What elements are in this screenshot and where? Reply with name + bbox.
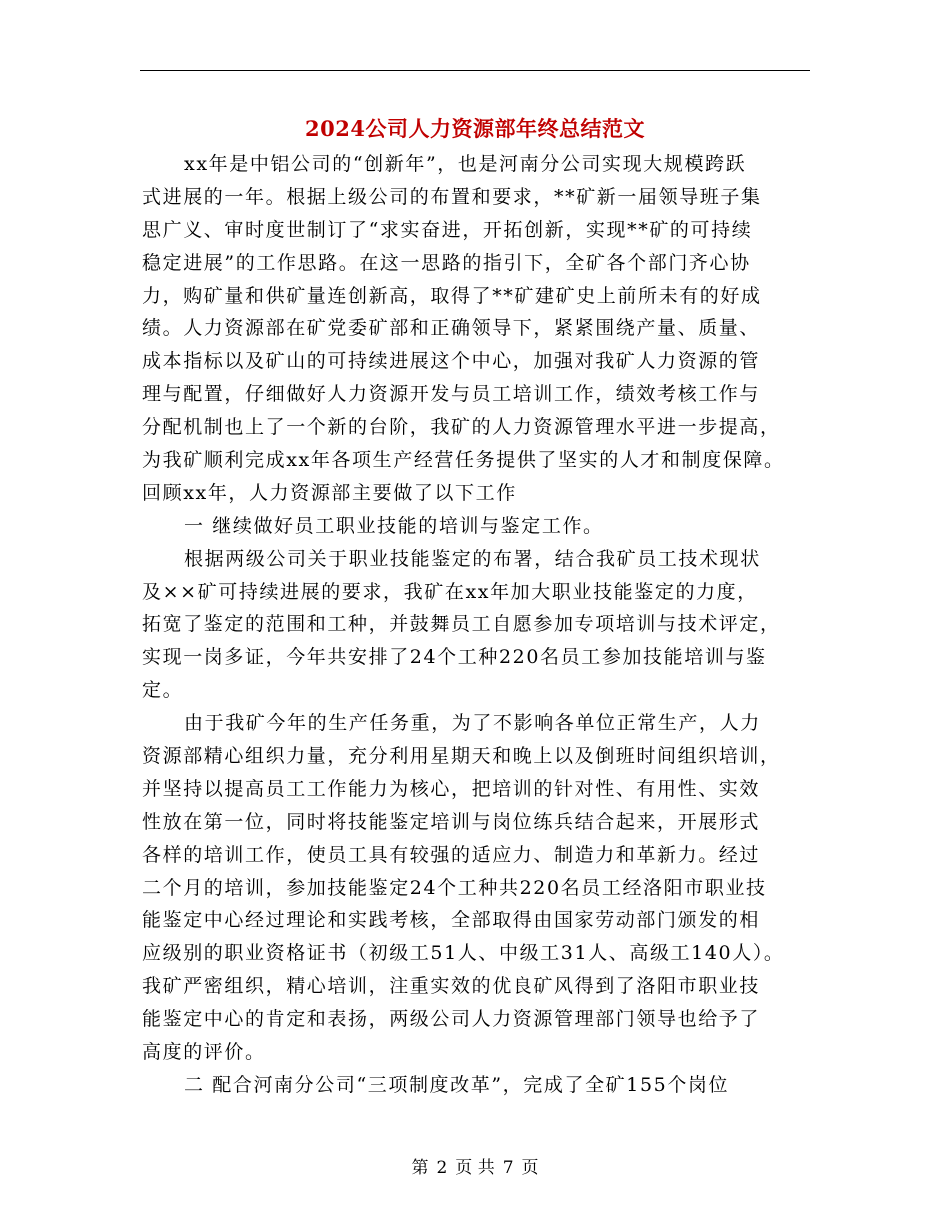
text-line: 为我矿顺利完成xx年各项生产经营任务提供了坚实的人才和制度保障。: [142, 449, 785, 472]
text-line: 回顾xx年，人力资源部主要做了以下工作: [142, 481, 517, 504]
footer-total-pages: 7: [502, 1158, 514, 1178]
text-line: 我矿严密组织，精心培训，注重实效的优良矿风得到了洛阳市职业技: [142, 975, 761, 998]
text-line: 实现一岗多证，今年共安排了24个工种220名员工参加技能培训与鉴: [142, 646, 767, 669]
text-line: 成本指标以及矿山的可持续进展这个中心，加强对我矿人力资源的管: [142, 350, 761, 373]
document-title: 2024公司人力资源部年终总结范文: [305, 116, 645, 141]
text-line: 式进展的一年。根据上级公司的布置和要求，**矿新一届领导班子集: [142, 185, 762, 208]
footer-middle: 页 共: [455, 1158, 495, 1178]
footer-page-number: 2: [436, 1158, 448, 1178]
page-footer: [0, 1153, 950, 1178]
text-line: 及××矿可持续进展的要求，我矿在xx年加大职业技能鉴定的力度，: [142, 580, 758, 603]
text-line: 能鉴定中心的肯定和表扬，两级公司人力资源管理部门领导也给予了: [142, 1008, 761, 1031]
text-line: 稳定进展”的工作思路。在这一思路的指引下，全矿各个部门齐心协: [142, 251, 751, 274]
text-line: 拓宽了鉴定的范围和工种，并鼓舞员工自愿参加专项培训与技术评定，: [142, 613, 781, 636]
footer-prefix: 第: [411, 1158, 429, 1178]
document-body: [142, 148, 832, 1102]
text-line: 二个月的培训，参加技能鉴定24个工种共220名员工经洛阳市职业技: [142, 876, 767, 899]
text-line: 性放在第一位，同时将技能鉴定培训与岗位练兵结合起来，开展形式: [142, 810, 761, 833]
text-line: xx年是中铝公司的“创新年”，也是河南分公司实现大规模跨跃: [184, 153, 747, 175]
text-line: 高度的评价。: [142, 1041, 266, 1064]
text-line: 能鉴定中心经过理论和实践考核，全部取得由国家劳动部门颁发的相: [142, 909, 761, 932]
text-line: 根据两级公司关于职业技能鉴定的布署，结合我矿员工技术现状: [184, 547, 761, 570]
text-line: 应级别的职业资格证书（初级工51人、中级工31人、高级工140人）。: [142, 942, 785, 965]
text-line: 由于我矿今年的生产任务重，为了不影响各单位正常生产，人力: [184, 712, 761, 735]
text-line: 绩。人力资源部在矿党委矿部和正确领导下，紧紧围绕产量、质量、: [142, 317, 761, 340]
text-line: 定。: [142, 679, 184, 702]
text-line: 资源部精心组织力量，充分利用星期天和晚上以及倒班时间组织培训，: [142, 745, 781, 768]
text-line: 并坚持以提高员工工作能力为核心，把培训的针对性、有用性、实效: [142, 777, 761, 800]
text-line: 思广义、审时度世制订了“求实奋进，开拓创新，实现**矿的可持续: [142, 218, 753, 241]
text-line: 二 配合河南分公司“三项制度改革”，完成了全矿155个岗位: [184, 1073, 730, 1096]
footer-suffix: 页: [521, 1158, 539, 1178]
header-rule: [140, 70, 810, 71]
text-line: 一 继续做好员工职业技能的培训与鉴定工作。: [184, 514, 604, 537]
text-line: 理与配置，仔细做好人力资源开发与员工培训工作，绩效考核工作与: [142, 383, 761, 406]
text-line: 分配机制也上了一个新的台阶，我矿的人力资源管理水平进一步提高，: [142, 416, 781, 439]
text-line: 力，购矿量和供矿量连创新高，取得了**矿建矿史上前所未有的好成: [142, 284, 762, 307]
text-line: 各样的培训工作，使员工具有较强的适应力、制造力和革新力。经过: [142, 843, 761, 866]
